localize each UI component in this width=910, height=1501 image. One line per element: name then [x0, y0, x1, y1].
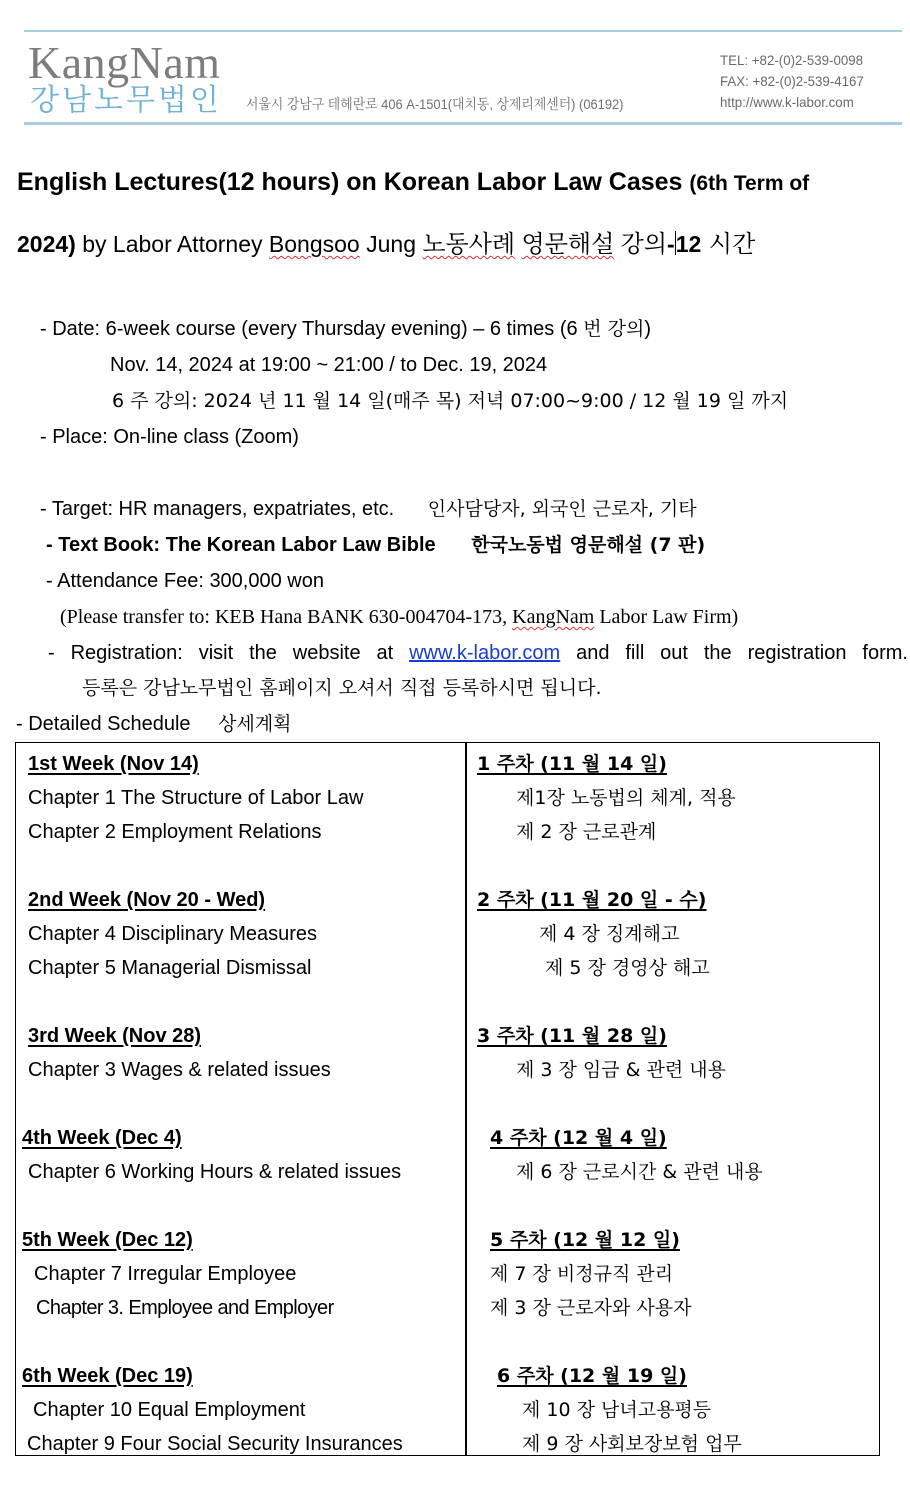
week-5-item-kr [490, 1261, 673, 1287]
date-label-end: ) [644, 318, 651, 340]
week-4-item-kr [516, 1159, 763, 1185]
transfer-prefix: (Please transfer to: KEB Hana BANK 630-004704-173, [60, 606, 513, 628]
week-4-heading-en: 4th Week (Dec 4) [22, 1127, 182, 1149]
week-5-item-kr-text: 제 7 장 비정규직 관리 [490, 1263, 674, 1285]
week-4-item-kr-text: 제 6 장 근로시간 & 관련 내용 [516, 1161, 763, 1183]
title-hours: 12 [675, 231, 702, 257]
date-korean-text: 6 주 강의: 2024 년 11 월 14 일(매주 목) 저녁 07:00~9:00 / 12 월 19 일 까지 [112, 390, 789, 412]
week-1-heading-kr [477, 751, 667, 777]
week-6-item-kr [522, 1431, 742, 1457]
date-range: Nov. 14, 2024 at 19:00 ~ 21:00 / to Dec. 19, 2024 [110, 354, 548, 376]
week-2-heading-en: 2nd Week (Nov 20 - Wed) [28, 889, 266, 911]
week-2-item-kr-text: 제 4 장 징계해고 [539, 923, 680, 945]
registration-word: form. [862, 642, 908, 664]
schedule-table [15, 742, 880, 1456]
title-term: (6th Term of [689, 172, 810, 195]
week-1-heading-kr-text: 1 주차 (11 월 14 일) [477, 753, 667, 775]
registration-kr-line [82, 675, 601, 701]
title-dash: - [667, 231, 675, 257]
target-kr: 인사담당자, 외국인 근로자, 기타 [427, 498, 697, 520]
letterhead-bottom-rule [24, 122, 902, 125]
place-line: - Place: On-line class (Zoom) [40, 426, 299, 448]
week-2-heading-kr-text: 2 주차 (11 월 20 일 - 수) [477, 889, 707, 911]
registration-word: registration [747, 642, 847, 664]
title-hours-kr: 시간 [701, 230, 756, 258]
week-1-item-kr-text: 제1장 노동법의 체계, 적용 [516, 787, 736, 809]
registration-word: the [703, 642, 732, 664]
title-by: by Labor Attorney [75, 231, 269, 257]
document-title-line-1 [17, 168, 809, 197]
registration-word: the [249, 642, 277, 664]
week-2-item-kr [539, 921, 679, 947]
title-kr-lecture: 강의 [620, 230, 668, 258]
registration-word: Registration: [70, 642, 183, 664]
registration-word: and [576, 642, 610, 664]
registration-word: website [292, 642, 361, 664]
week-5-item-kr-text: 제 3 장 근로자와 사용자 [490, 1297, 692, 1319]
fee-line: - Attendance Fee: 300,000 won [46, 570, 324, 592]
week-3-heading-kr [477, 1023, 667, 1049]
date-label-kr: 번 강의 [583, 318, 645, 340]
week-6-item-en: Chapter 10 Equal Employment [33, 1399, 306, 1421]
week-3-item-en: Chapter 3 Wages & related issues [28, 1059, 331, 1081]
week-6-item-kr [522, 1397, 711, 1423]
week-4-heading-kr [490, 1125, 667, 1151]
textbook-line [46, 532, 705, 558]
week-5-heading-kr [490, 1227, 680, 1253]
schedule-heading-kr: 상세계획 [218, 713, 292, 735]
week-5-heading-kr-text: 5 주차 (12 월 12 일) [490, 1229, 680, 1251]
week-2-item-en [28, 955, 311, 981]
week-1-item-kr [516, 785, 736, 811]
column-divider [465, 743, 467, 1455]
week-2-item-en: Chapter 4 Disciplinary Measures [28, 923, 318, 945]
firm-address: 서울시 강남구 테헤란로 406 A-1501(대치동, 상제리제센터) (06192) [246, 96, 624, 112]
schedule-heading [16, 711, 292, 737]
week-4-item-en: Chapter 6 Working Hours & related issues [28, 1161, 402, 1183]
week-1-item-kr-text: 제 2 장 근로관계 [516, 821, 657, 843]
textbook-kr: 한국노동법 영문해설 (7 판) [471, 534, 706, 556]
date-label: - Date: 6-week course (every Thursday evening) – 6 times (6 [40, 318, 584, 340]
letterhead [24, 30, 902, 126]
week-6-item-kr-text: 제 9 장 사회보장보험 업무 [522, 1433, 742, 1455]
week-4-heading-kr-text: 4 주차 (12 월 4 일) [490, 1127, 667, 1149]
registration-word: - [48, 642, 55, 664]
week-6-item-kr-text: 제 10 장 남녀고용평등 [522, 1399, 712, 1421]
week-5-item-kr [490, 1295, 691, 1321]
letterhead-top-rule [24, 30, 902, 32]
week-5-heading-en: 5th Week (Dec 12) [22, 1229, 193, 1251]
week-1-item-kr [516, 819, 656, 845]
week-5-item-en: Chapter 7 Irregular Employee [34, 1263, 297, 1285]
week-1-item-en: Chapter 2 Employment Relations [28, 821, 322, 843]
week-6-heading-en: 6th Week (Dec 19) [22, 1365, 193, 1387]
week-6-item-en: Chapter 9 Four Social Security Insurances [27, 1433, 403, 1455]
week-3-heading-kr-text: 3 주차 (11 월 28 일) [477, 1025, 667, 1047]
week-2-item-en-text: Chapter 5 Managerial Dismissal [28, 957, 312, 979]
firm-logo-brand: KangNam [28, 37, 221, 88]
week-1-heading-en: 1st Week (Nov 14) [28, 753, 199, 775]
date-line [40, 316, 651, 342]
week-3-item-kr [516, 1057, 726, 1083]
registration-word: at [376, 642, 394, 664]
schedule-heading-en: - Detailed Schedule [16, 713, 191, 735]
date-korean [112, 388, 788, 414]
registration-word: fill [625, 642, 645, 664]
week-2-heading-kr [477, 887, 706, 913]
target-label: - Target: HR managers, expatriates, etc. [40, 498, 395, 520]
title-year: 2024) [17, 231, 76, 257]
transfer-line [60, 604, 738, 630]
week-2-item-kr [545, 955, 710, 981]
firm-fax: FAX: +82-(0)2-539-4167 [720, 73, 864, 89]
week-3-item-kr-text: 제 3 장 임금 & 관련 내용 [516, 1059, 726, 1081]
title-author-first: Bongsoo [268, 231, 360, 257]
registration-line [48, 640, 908, 666]
textbook-label: - Text Book: The Korean Labor Law Bible [46, 534, 436, 556]
registration-link[interactable]: www.k-labor.com [409, 642, 561, 664]
week-1-item-en: Chapter 1 The Structure of Labor Law [28, 787, 364, 809]
firm-tel: TEL: +82-(0)2-539-0098 [720, 52, 864, 68]
transfer-firm: KangNam [512, 606, 595, 628]
firm-website[interactable]: http://www.k-labor.com [720, 94, 854, 110]
registration-word: out [660, 642, 688, 664]
firm-contact [720, 50, 864, 113]
week-6-heading-kr-text: 6 주차 (12 월 19 일) [497, 1365, 687, 1387]
title-kr-english: 영문해설 [521, 230, 615, 258]
week-6-heading-kr [497, 1363, 687, 1389]
registration-word: visit [198, 642, 234, 664]
title-main: English Lectures(12 hours) on Korean Labor Law Cases [17, 168, 690, 196]
title-author-last: Jung [359, 231, 423, 257]
week-2-item-kr-text: 제 5 장 경영상 해고 [545, 957, 710, 979]
registration-kr: 등록은 강남노무법인 홈페이지 오셔서 직접 등록하시면 됩니다. [82, 677, 602, 699]
document-title-line-2 [17, 224, 755, 259]
week-5-item-en: Chapter 3. Employee and Employer [36, 1297, 334, 1319]
firm-logo-korean: 강남노무법인 [30, 83, 222, 118]
transfer-suffix: Labor Law Firm) [594, 606, 739, 628]
title-kr-cases: 노동사례 [422, 230, 516, 258]
target-line [40, 496, 697, 522]
week-3-heading-en: 3rd Week (Nov 28) [28, 1025, 202, 1047]
